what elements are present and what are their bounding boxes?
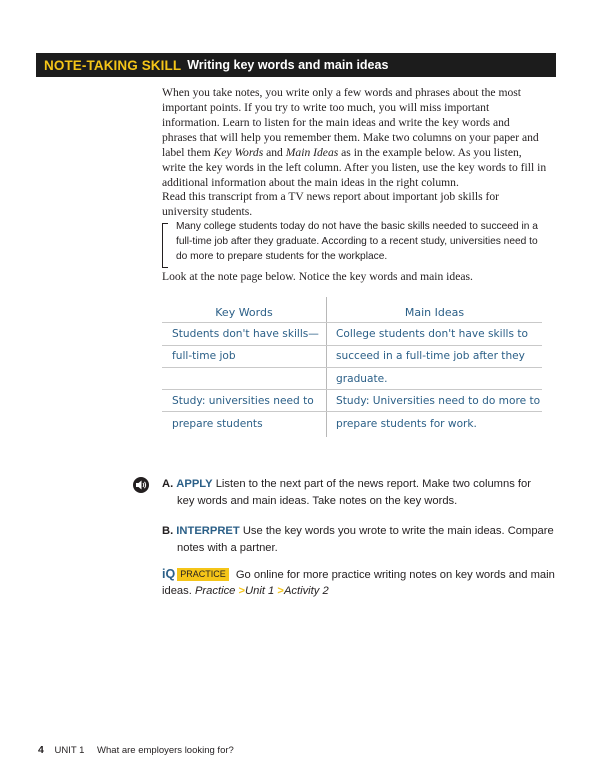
page-number: 4	[38, 744, 44, 756]
activity-b-letter: B.	[162, 525, 174, 537]
iq-practice-note	[162, 566, 562, 599]
chevron-right-icon: >	[277, 585, 284, 597]
main-idea-1: College students don't have skills to	[336, 328, 528, 340]
key-word-4: prepare students	[172, 418, 263, 430]
activity-b-line2: notes with a partner.	[177, 542, 278, 554]
iq-path-practice[interactable]: Practice	[194, 585, 236, 597]
activity-a-letter: A.	[162, 478, 174, 490]
iq-text-1: Go online for more practice writing notes on key words and main	[235, 569, 555, 581]
intro-and: and	[263, 146, 286, 159]
transcript-quote	[162, 219, 547, 264]
activity-b-line1: Use the key words you wrote to write the main ideas. Compare	[242, 525, 554, 537]
main-idea-2: succeed in a full-time job after they	[336, 350, 525, 362]
iq-text-2: ideas.	[162, 585, 192, 597]
intro-paragraph	[162, 85, 547, 190]
iq-path-unit[interactable]: Unit 1	[245, 585, 275, 597]
rule-line	[162, 411, 542, 412]
look-instruction: Look at the note page below. Notice the key words and main ideas.	[162, 270, 473, 283]
audio-icon[interactable]	[133, 477, 149, 493]
iq-path-activity[interactable]: Activity 2	[283, 585, 329, 597]
activity-a-line2: key words and main ideas. Take notes on the key words.	[177, 495, 458, 507]
rule-line	[162, 322, 542, 323]
transcript-text: Many college students today do not have the basic skills needed to succeed in a full-time job after they graduate. According to a recent study, universities need to do more to prepare students for the workplace.	[176, 221, 538, 262]
section-banner	[36, 53, 556, 77]
intro-main-ideas: Main Ideas	[285, 146, 339, 159]
unit-question: What are employers looking for?	[97, 745, 234, 756]
intro-key-words: Key Words	[213, 146, 264, 159]
read-instruction: Read this transcript from a TV news report about important job skills for university students.	[162, 190, 500, 218]
chevron-right-icon: >	[238, 585, 246, 597]
intro-text-2: as in the example below. As you listen, write the key words in the left column. After you listen, use the key words to fill in additional information about the main ideas in the right column.	[162, 146, 547, 189]
section-title: Writing key words and main ideas	[187, 58, 389, 72]
activity-b	[162, 523, 557, 557]
activity-a	[162, 476, 552, 510]
main-idea-4: Study: Universities need to do more to	[336, 395, 541, 407]
page-footer	[38, 744, 234, 756]
rule-line	[162, 389, 542, 390]
practice-badge: PRACTICE	[177, 568, 229, 581]
key-word-3: Study: universities need to	[172, 395, 314, 407]
key-word-1: Students don't have skills—	[172, 328, 319, 340]
rule-line	[162, 367, 542, 368]
key-words-header: Key Words	[215, 306, 273, 319]
activity-a-keyword: APPLY	[176, 478, 213, 490]
main-idea-5: prepare students for work.	[336, 418, 477, 430]
section-label: NOTE-TAKING SKILL	[44, 57, 182, 73]
intro-text-1: When you take notes, you write only a few words and phrases about the most important points. If you try to write too much, you will miss important information. Learn to listen for the main ideas and write the key words and phrases that will help you remember them. Make two columns on your paper and label them	[162, 86, 539, 159]
rule-line	[162, 345, 542, 346]
main-idea-3: graduate.	[336, 373, 388, 385]
main-ideas-header: Main Ideas	[404, 306, 465, 319]
activity-a-line1: Listen to the next part of the news report. Make two columns for	[215, 478, 531, 490]
quote-bracket	[162, 223, 168, 268]
key-word-2: full-time job	[172, 350, 236, 362]
iq-logo: iQ	[162, 567, 176, 581]
activity-b-keyword: INTERPRET	[176, 525, 240, 537]
note-page	[162, 297, 542, 437]
unit-label: UNIT 1	[54, 745, 85, 756]
